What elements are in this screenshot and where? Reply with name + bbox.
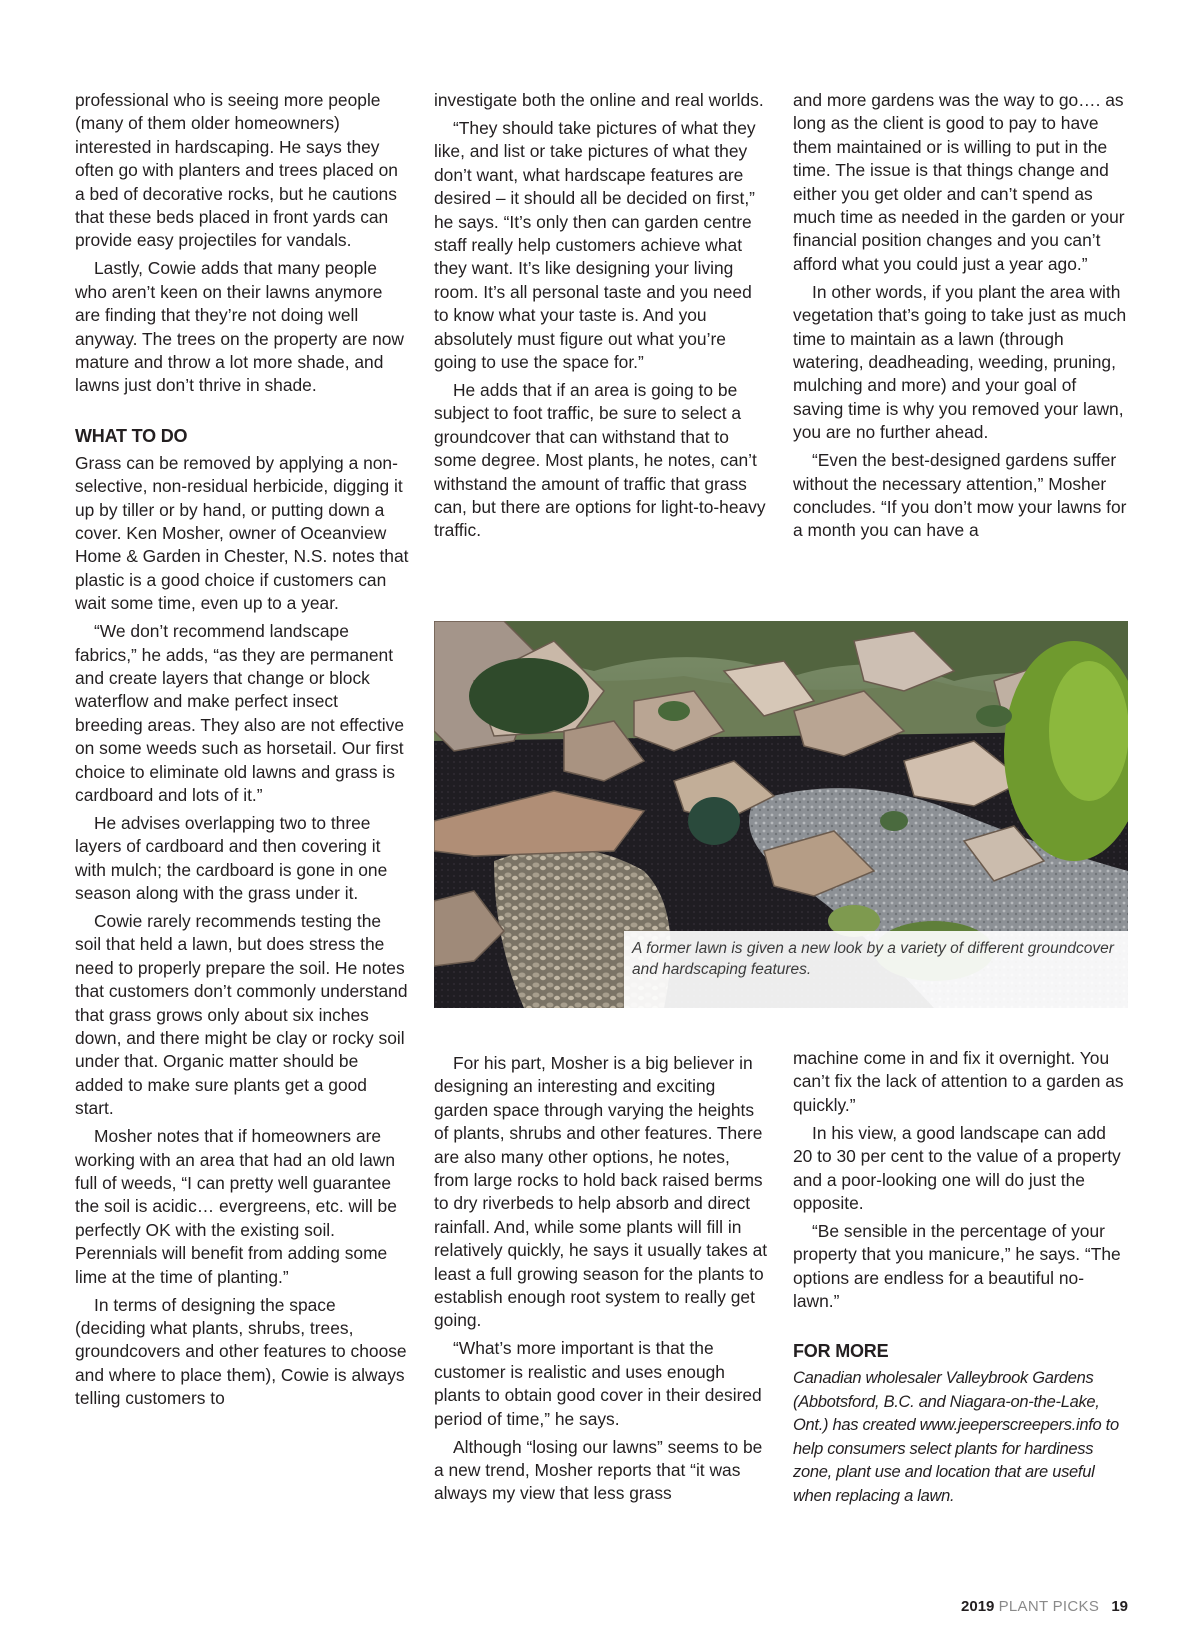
paragraph: “Be sensible in the percentage of your property that you manicure,” he says. “The options are endless for a beautiful no-lawn.” xyxy=(793,1220,1121,1312)
article-column-1 xyxy=(75,89,410,1415)
footer-year: 2019 xyxy=(961,1598,995,1615)
paragraph: and more gardens was the way to go…. as long as the client is good to pay to have them maintained or is willing to put in the time. The issue is that things change and either you get older and can’t spend as much time as needed in the garden or your financial position changes and you can’t afford what you could just a year ago.” xyxy=(793,90,1125,274)
paragraph: “They should take pictures of what they like, and list or take pictures of what they don’t want, what hardscape features are desired – it should all be decided on first,” he says. “It’s only then can garden centre staff really help customers achieve what they want. It’s like designing your living room. It’s all personal taste and you need to know what your taste is. And you absolutely must figure out what you’re going to use the space for.” xyxy=(434,117,756,372)
paragraph: He advises overlapping two to three layers of cardboard and then covering it with mulch; the cardboard is gone in one season along with the grass under it. xyxy=(75,812,388,904)
paragraph: Grass can be removed by applying a non-selective, non-residual herbicide, digging it up by tiller or by hand, or putting down a cover. Ken Mosher, owner of Oceanview Home & Garden in Chester, N.S. notes that plastic is a good choice if customers can wait some time, even up to a year. xyxy=(75,452,409,614)
paragraph: Although “losing our lawns” seems to be a new trend, Mosher reports that “it was always my view that less grass xyxy=(434,1436,763,1504)
paragraph: investigate both the online and real worlds. xyxy=(434,90,764,110)
article-column-5 xyxy=(793,1047,1128,1513)
paragraph: He adds that if an area is going to be subject to foot traffic, be sure to select a groundcover that can withstand that to some degree. Most plants, he notes, can’t withstand the amount of traffic that grass can, but there are options for light-to-heavy traffic. xyxy=(434,379,766,541)
article-column-2 xyxy=(434,89,769,547)
paragraph: In his view, a good landscape can add 20 to 30 per cent to the value of a property and a poor-looking one will do just the opposite. xyxy=(793,1122,1121,1213)
photo-caption: A former lawn is given a new look by a variety of different groundcover and hardscaping features. xyxy=(632,940,1114,978)
page-number: 19 xyxy=(1111,1598,1128,1615)
section-heading-what-to-do: WHAT TO DO xyxy=(75,425,188,446)
paragraph: For his part, Mosher is a big believer in designing an interesting and exciting garden space through varying the heights of plants, shrubs and other features. There are also many other options, he notes, from large rocks to hold back raised berms to dry riverbeds to help absorb and direct rainfall. And, while some plants will fill in relatively quickly, he says it usually takes at least a full growing season for the plants to establish enough root system to really get going. xyxy=(434,1053,768,1331)
paragraph: “Even the best-designed gardens suffer without the necessary attention,” Mosher concludes. “If you don’t mow your lawns for a month you can have a xyxy=(793,450,1127,541)
article-column-4 xyxy=(434,1052,769,1510)
footer-magazine-name: PLANT PICKS xyxy=(998,1598,1100,1615)
for-more-text: Canadian wholesaler Valleybrook Gardens (Abbotsford, B.C. and Niagara-on-the-Lake, Ont.) has created www.jeeperscreepers.info to help consumers select plants for hardiness zone, plant use and location that are useful when replacing a lawn. xyxy=(793,1369,1119,1505)
paragraph: Mosher notes that if homeowners are working with an area that had an old lawn full of weeds, “I can pretty well guarantee the soil is acidic… evergreens, etc. will be perfectly OK with the existing soil. Perennials will benefit from adding some lime at the time of planting.” xyxy=(75,1126,397,1287)
paragraph: Cowie rarely recommends testing the soil that held a lawn, but does stress the need to properly prepare the soil. He notes that customers don’t commonly understand that grass grows only about six inches down, and there might be clay or rocky soil under that. Organic matter should be added to make sure plants get a good start. xyxy=(75,911,408,1119)
paragraph: “We don’t recommend landscape fabrics,” he adds, “as they are permanent and create layers that change or block waterflow and make perfect insect breeding areas. They also are not effective on some weeds such as horsetail. Our first choice to eliminate old lawns and grass is cardboard and lots of it.” xyxy=(75,621,405,805)
photo-caption-box xyxy=(624,931,1128,1008)
paragraph: professional who is seeing more people (many of them older homeowners) interested in hardscaping. He says they often go with planters and trees placed on a bed of decorative rocks, but he cautions that these beds placed in front yards can provide easy projectiles for vandals. xyxy=(75,90,398,251)
paragraph: machine come in and fix it overnight. You can’t fix the lack of attention to a garden as quickly.” xyxy=(793,1048,1124,1115)
garden-photo xyxy=(434,621,1128,1008)
paragraph: Lastly, Cowie adds that many people who aren’t keen on their lawns anymore are finding that they’re not doing well anyway. The trees on the property are now mature and throw a lot more shade, and lawns just don’t thrive in shade. xyxy=(75,258,404,396)
section-heading-for-more: FOR MORE xyxy=(793,1341,889,1362)
page-footer xyxy=(961,1598,1128,1615)
article-column-3 xyxy=(793,89,1128,547)
paragraph: “What’s more important is that the customer is realistic and uses enough plants to obtain good cover in their desired period of time,” he says. xyxy=(434,1338,762,1429)
paragraph: In terms of designing the space (deciding what plants, shrubs, trees, groundcovers and other features to choose and where to place them), Cowie is always telling customers to xyxy=(75,1294,407,1409)
paragraph: In other words, if you plant the area with vegetation that’s going to take just as much time to maintain as a lawn (through watering, deadheading, weeding, pruning, mulching and more) and your goal of saving time is why you removed your lawn, you are no further ahead. xyxy=(793,281,1127,443)
